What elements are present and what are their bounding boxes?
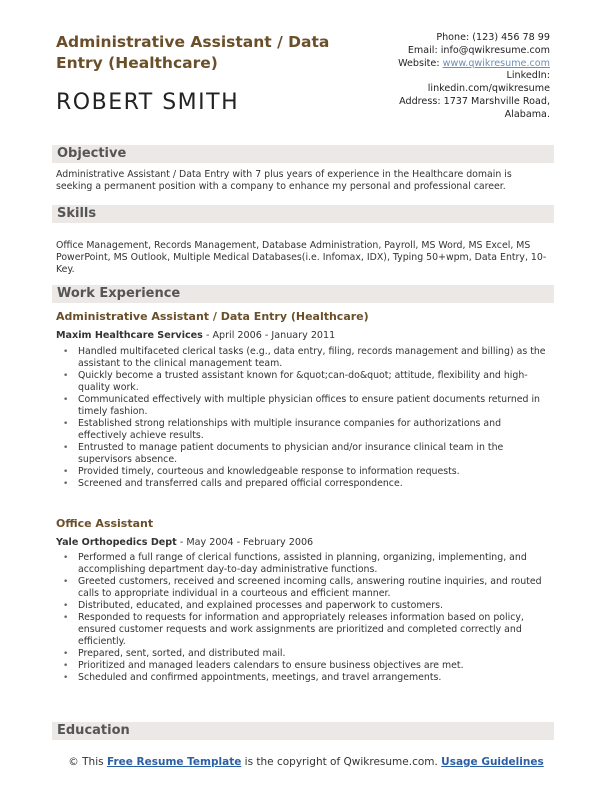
- list-item: • Handled multifaceted clerical tasks (e.g., data entry, filing, records management and billing) as the assistant to the clinical management team.: [62, 346, 548, 370]
- education-heading: Education: [57, 723, 130, 738]
- copyright-footer: [60, 756, 552, 770]
- job-2-title: Office Assistant: [56, 517, 154, 530]
- education-section-header: [52, 722, 554, 740]
- list-item: • Prioritized and managed leaders calendars to ensure business objectives are met.: [62, 660, 548, 672]
- free-resume-template-link[interactable]: Free Resume Template: [106, 756, 242, 768]
- contact-website: [310, 58, 550, 71]
- job-2-company: Yale Orthopedics Dept: [56, 537, 177, 548]
- list-item: • Communicated effectively with multiple physician offices to ensure patient documents returned in timely fashion.: [62, 394, 548, 418]
- resume-header: [56, 32, 556, 128]
- contact-email: Email: info@qwikresume.com: [407, 44, 550, 56]
- list-item: • Prepared, sent, sorted, and distributed mail.: [62, 648, 548, 660]
- job-2-company-line: [56, 537, 313, 549]
- list-item: • Provided timely, courteous and knowledgeable response to information requests.: [62, 466, 548, 478]
- contact-block: [310, 32, 550, 122]
- job-2-dates: - May 2004 - February 2006: [176, 537, 314, 548]
- contact-phone: Phone: (123) 456 78 99: [436, 32, 550, 43]
- objective-text: Administrative Assistant / Data Entry with 7 plus years of experience in the Healthcare domain is seeking a permanent position with a company to enhance my personal and professional career.: [56, 169, 512, 192]
- list-item: • Responded to requests for information and appropriately releases information based on policy, ensured customer requests and work assignments are prioritized and completed correctly and efficiently.: [62, 612, 548, 648]
- list-item: • Quickly become a trusted assistant known for &quot;can-do&quot; attitude, flexibility and high-quality work.: [62, 370, 548, 394]
- job-1-title: Administrative Assistant / Data Entry (Healthcare): [56, 310, 369, 323]
- candidate-name: ROBERT SMITH: [56, 90, 240, 115]
- list-item: • Distributed, educated, and explained processes and paperwork to customers.: [62, 600, 548, 612]
- usage-guidelines-link[interactable]: Usage Guidelines: [441, 756, 544, 768]
- job-1-dates: - April 2006 - January 2011: [202, 330, 336, 341]
- list-item: • Scheduled and confirmed appointments, meetings, and travel arrangements.: [62, 672, 548, 684]
- work-heading: Work Experience: [57, 286, 181, 301]
- objective-heading: Objective: [57, 146, 127, 161]
- list-item: • Screened and transferred calls and prepared official correspondence.: [62, 478, 548, 490]
- list-item: • Established strong relationships with multiple insurance companies for authorizations and effectively achieve results.: [62, 418, 548, 442]
- job-1-bullets: [62, 346, 548, 490]
- objective-section-header: [52, 145, 554, 163]
- footer-middle: is the copyright of Qwikresume.com.: [241, 756, 442, 768]
- list-item: • Entrusted to manage patient documents to physician and/or insurance clinical team in the supervisors absence.: [62, 442, 548, 466]
- linkedin-value: linkedin.com/qwikresume: [427, 83, 550, 95]
- skills-heading: Skills: [57, 206, 97, 221]
- address-line-2: Alabama.: [504, 108, 550, 120]
- footer-prefix: © This: [68, 756, 107, 768]
- website-link[interactable]: www.qwikresume.com: [442, 57, 550, 69]
- address-line-1: Address: 1737 Marshville Road,: [399, 95, 550, 107]
- skills-text: Office Management, Records Management, Database Administration, Payroll, MS Word, MS Excel, MS PowerPoint, MS Outlook, Multiple Medical Databases(i.e. Infomax, IDX), Typing 50+wpm, Data Entry, 10-Key.: [56, 240, 547, 275]
- list-item: • Greeted customers, received and screened incoming calls, answering routine inquiries, and routed calls to appropriate individual in a courteous and efficient manner.: [62, 576, 548, 600]
- job-title-heading: Administrative Assistant / Data Entry (Healthcare): [56, 33, 330, 72]
- job-1-company-line: [56, 330, 335, 342]
- job-2-bullets: [62, 552, 548, 684]
- list-item: • Performed a full range of clerical functions, assisted in planning, organizing, implementing, and accomplishing department day-to-day administrative functions.: [62, 552, 548, 576]
- website-label: Website:: [398, 57, 440, 69]
- job-1-company: Maxim Healthcare Services: [56, 330, 203, 341]
- linkedin-label: LinkedIn:: [506, 70, 550, 82]
- work-section-header: [52, 285, 554, 303]
- skills-section-header: [52, 205, 554, 223]
